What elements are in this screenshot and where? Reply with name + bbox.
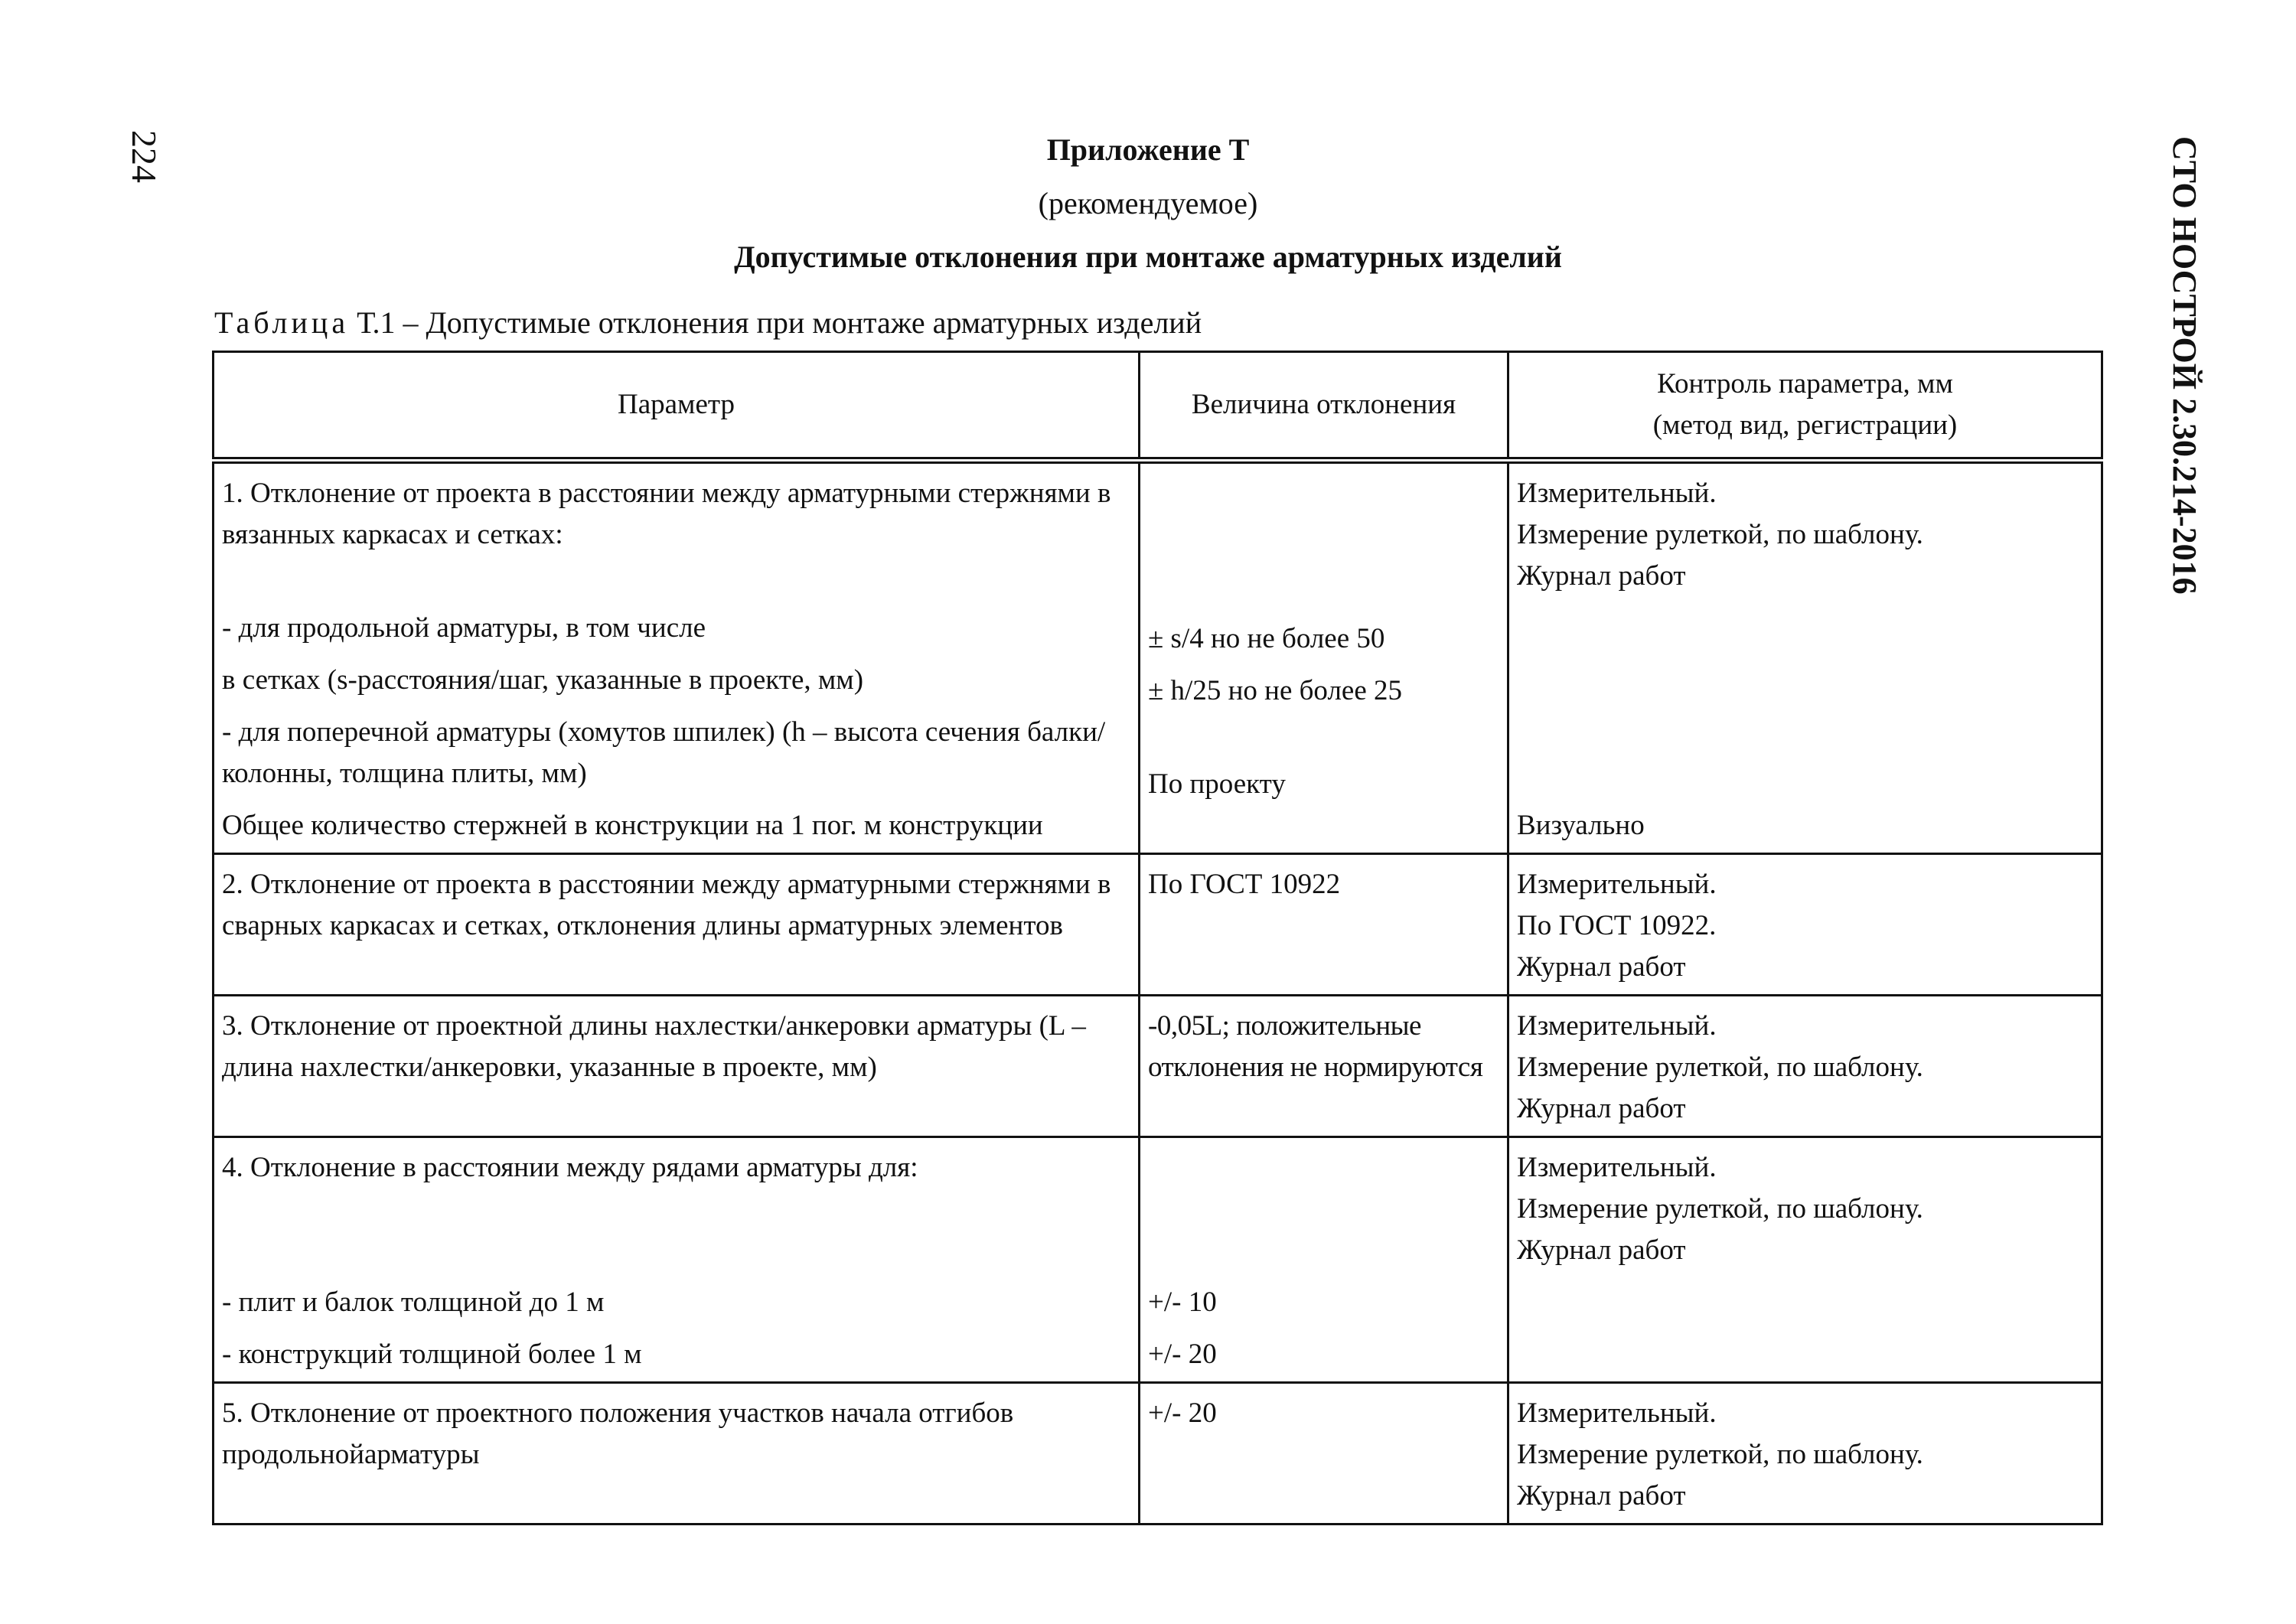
row3-control bbox=[1508, 996, 2102, 1137]
row4-sub2: - конструкций толщиной более 1 м bbox=[222, 1339, 642, 1370]
row2-ctrl2: По ГОСТ 10922. bbox=[1517, 910, 1717, 941]
row5-deviation: +/- 20 bbox=[1140, 1383, 1508, 1525]
row4-deviation bbox=[1140, 1137, 1508, 1383]
row1-control bbox=[1508, 461, 2102, 854]
row1-ctrl3: Журнал работ bbox=[1517, 560, 1686, 592]
row4-title: 4. Отклонение в расстоянии между рядами арматуры для: bbox=[222, 1152, 918, 1183]
row3-ctrl1: Измерительный. bbox=[1517, 1010, 1717, 1042]
row4-control bbox=[1508, 1137, 2102, 1383]
row4-sub1: - плит и балок толщиной до 1 м bbox=[222, 1286, 605, 1318]
row4-dev2: +/- 20 bbox=[1148, 1339, 1217, 1370]
row1-sub2: в сетках (s-расстояния/шаг, указанные в проекте, мм) bbox=[222, 664, 864, 696]
row2-parameter: 2. Отклонение от проекта в расстоянии между арматурными стержнями в сварных каркасах и сетках, отклонения длины арматурных элементов bbox=[214, 854, 1140, 996]
header-deviation: Величина отклонения bbox=[1140, 352, 1508, 461]
header-control bbox=[1508, 352, 2102, 461]
row3-ctrl3: Журнал работ bbox=[1517, 1093, 1686, 1124]
appendix-title: Приложение Т bbox=[1046, 132, 1250, 167]
appendix-subject: Допустимые отклонения при монтаже арматурных изделий bbox=[734, 240, 1562, 274]
row4-ctrl3: Журнал работ bbox=[1517, 1234, 1686, 1266]
row1-dev3: ± h/25 но не более 25 bbox=[1148, 675, 1403, 706]
row1-ctrl4: Визуально bbox=[1517, 810, 1645, 841]
row1-sub1: - для продольной арматуры, в том числе bbox=[222, 612, 706, 644]
row2-ctrl3: Журнал работ bbox=[1517, 951, 1686, 983]
row4-ctrl2: Измерение рулеткой, по шаблону. bbox=[1517, 1193, 1923, 1225]
row1-title: 1. Отклонение от проекта в расстоянии между арматурными стержнями в вязанных каркасах и сетках: bbox=[222, 478, 1111, 550]
row4-ctrl1: Измерительный. bbox=[1517, 1152, 1717, 1183]
page-number: 224 bbox=[125, 130, 164, 183]
row1-dev2: ± s/4 но не более 50 bbox=[1148, 623, 1385, 654]
row2-deviation: По ГОСТ 10922 bbox=[1140, 854, 1508, 996]
table-caption-text: Т.1 – Допустимые отклонения при монтаже арматурных изделий bbox=[357, 305, 1202, 340]
appendix-status: (рекомендуемое) bbox=[1038, 186, 1258, 220]
row5-control bbox=[1508, 1383, 2102, 1525]
table-row bbox=[214, 996, 2102, 1137]
row1-sub3: - для поперечной арматуры (хомутов шпилек) (h – высота сечения балки/колонны, толщина плиты, мм) bbox=[222, 716, 1106, 789]
table-row bbox=[214, 1383, 2102, 1525]
row1-ctrl2: Измерение рулеткой, по шаблону. bbox=[1517, 519, 1923, 550]
row4-parameter bbox=[214, 1137, 1140, 1383]
table-caption-label: Таблица bbox=[214, 305, 350, 340]
row2-control bbox=[1508, 854, 2102, 996]
row3-ctrl2: Измерение рулеткой, по шаблону. bbox=[1517, 1052, 1923, 1083]
table-row bbox=[214, 1137, 2102, 1383]
row5-ctrl2: Измерение рулеткой, по шаблону. bbox=[1517, 1439, 1923, 1470]
row1-dev4: По проекту bbox=[1148, 768, 1286, 800]
deviations-table bbox=[212, 351, 2103, 1525]
table-row bbox=[214, 854, 2102, 996]
header-parameter: Параметр bbox=[214, 352, 1140, 461]
row1-parameter bbox=[214, 461, 1140, 854]
row3-deviation: -0,05L; положительные отклонения не нормируются bbox=[1140, 996, 1508, 1137]
table-caption bbox=[214, 305, 1202, 341]
row2-ctrl1: Измерительный. bbox=[1517, 869, 1717, 900]
row4-dev1: +/- 10 bbox=[1148, 1286, 1217, 1318]
row5-ctrl1: Измерительный. bbox=[1517, 1397, 1717, 1429]
document-code: СТО НОСТРОЙ 2.30.214-2016 bbox=[2166, 136, 2203, 595]
row1-deviation bbox=[1140, 461, 1508, 854]
header-control-line1: Контроль параметра, мм bbox=[1657, 368, 1953, 399]
row5-parameter: 5. Отклонение от проектного положения участков начала отгибов продольнойарматуры bbox=[214, 1383, 1140, 1525]
row1-sub4: Общее количество стержней в конструкции на 1 пог. м конструкции bbox=[222, 810, 1043, 841]
row1-ctrl1: Измерительный. bbox=[1517, 478, 1717, 509]
row3-parameter: 3. Отклонение от проектной длины нахлестки/анкеровки арматуры (L – длина нахлестки/анкеровки, указанные в проекте, мм) bbox=[214, 996, 1140, 1137]
header-control-line2: (метод вид, регистрации) bbox=[1652, 409, 1958, 441]
table-row bbox=[214, 461, 2102, 854]
table-header-row bbox=[214, 352, 2102, 461]
row5-ctrl3: Журнал работ bbox=[1517, 1480, 1686, 1511]
